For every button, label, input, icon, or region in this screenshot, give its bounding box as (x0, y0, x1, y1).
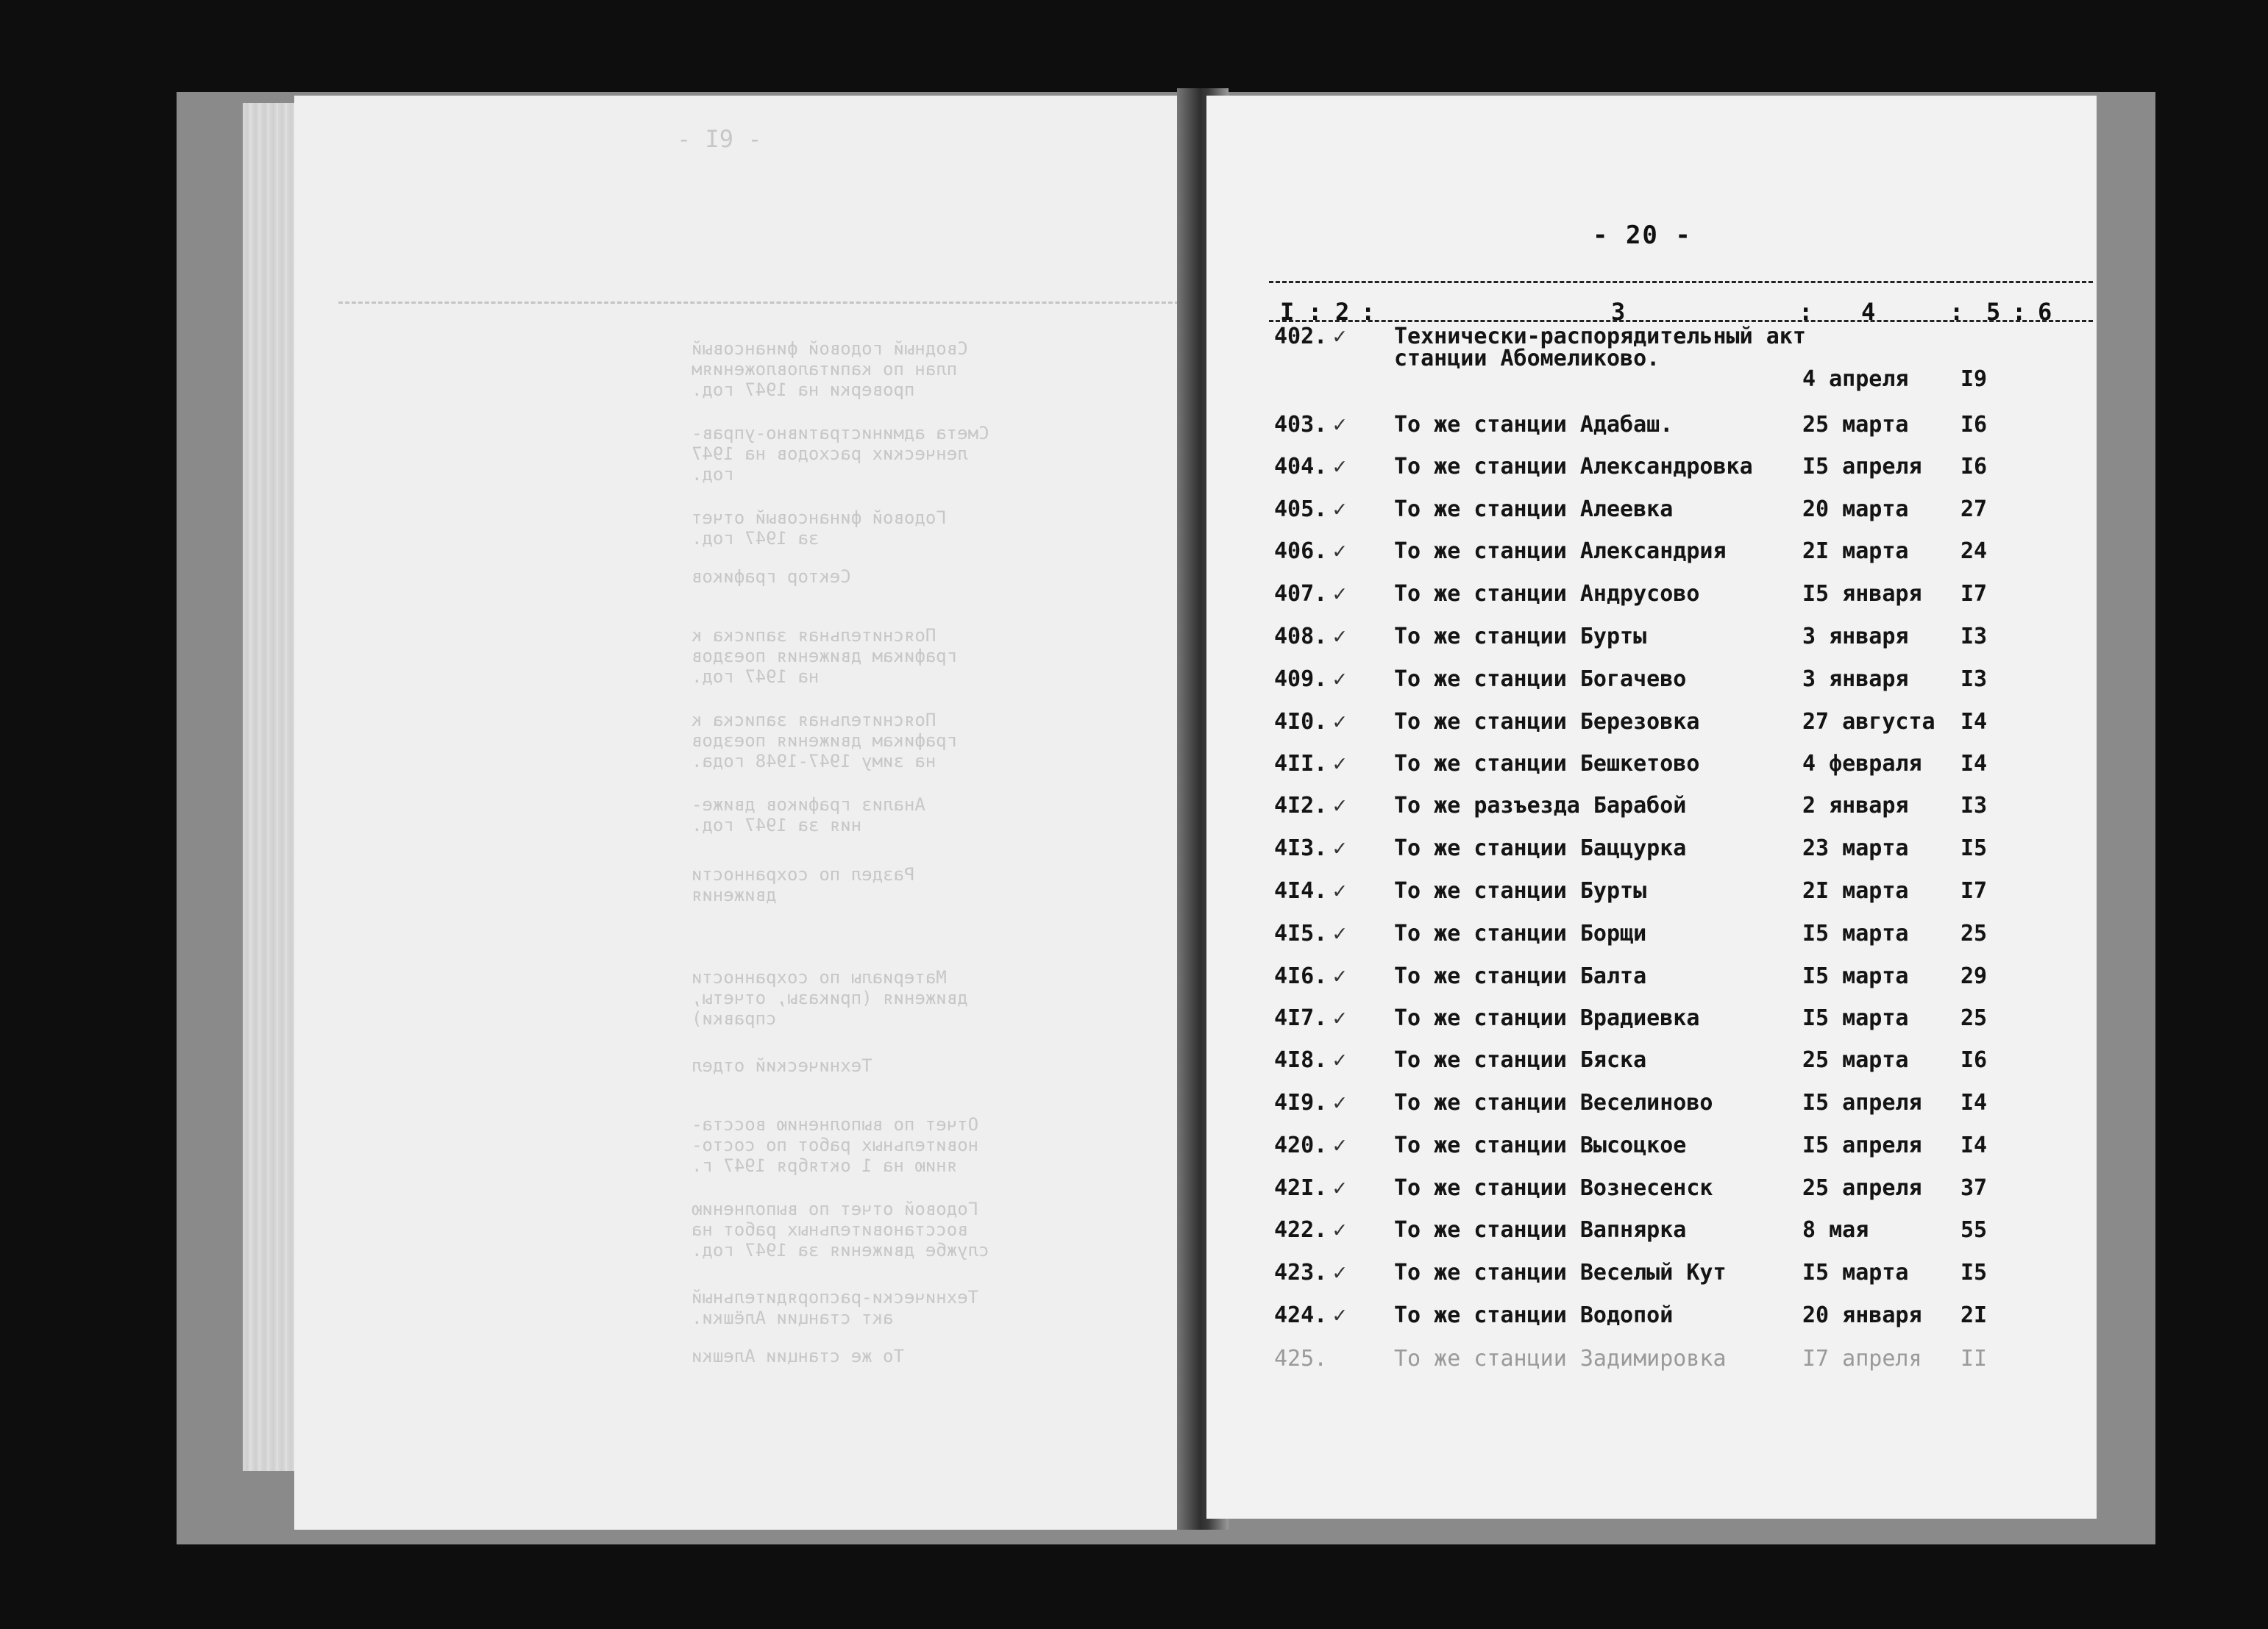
row-number: 425. (1274, 1346, 1328, 1372)
table-row (1206, 496, 2097, 538)
row-number: 403. (1274, 412, 1328, 438)
col-separator: : (1308, 298, 1323, 326)
col-separator: : (1949, 298, 1964, 326)
row-date: 8 мая (1802, 1217, 1869, 1243)
row-title: То же станции Балта (1394, 963, 1647, 989)
row-title: То же станции Андрусово (1394, 581, 1700, 607)
row-title: То же станции Веселиново (1394, 1090, 1713, 1116)
row-title: То же разъезда Барабой (1394, 793, 1687, 819)
checkmark-icon: ✓ (1333, 709, 1347, 735)
checkmark-icon: ✓ (1333, 1090, 1347, 1116)
left-page-line: графикам движения поездов (692, 646, 958, 666)
checkmark-icon: ✓ (1333, 581, 1347, 607)
row-sheet-count: I6 (1960, 412, 1988, 438)
left-page-line: Материалы по сохранности (692, 967, 947, 988)
row-number: 4I7. (1274, 1005, 1328, 1031)
table-row (1206, 624, 2097, 665)
row-date: 4 апреля (1802, 366, 1909, 392)
row-sheet-count: 27 (1960, 496, 1988, 522)
row-date: 20 марта (1802, 496, 1909, 522)
table-row (1206, 581, 2097, 622)
left-page-line: Раздел по сохранности (692, 864, 915, 885)
row-number: 422. (1274, 1217, 1328, 1243)
row-date: 27 августа (1802, 709, 1935, 735)
col-header-4: 4 (1861, 298, 1876, 326)
row-sheet-count: I5 (1960, 1260, 1988, 1286)
left-page-line: движения (приказы, отчеты, (692, 988, 968, 1008)
row-number: 4I5. (1274, 921, 1328, 947)
table-row (1206, 835, 2097, 877)
checkmark-icon: ✓ (1333, 1005, 1347, 1031)
col-header-1: I (1280, 298, 1295, 326)
row-number: 404. (1274, 454, 1328, 480)
left-page-line: янию на 1 октября 1947 г. (692, 1155, 958, 1176)
row-number: 4I9. (1274, 1090, 1328, 1116)
table-row (1206, 1005, 2097, 1047)
row-title: То же станции Александрия (1394, 538, 1727, 564)
checkmark-icon: ✓ (1333, 454, 1347, 480)
col-separator: : (2012, 298, 2027, 326)
left-page-line: новительных работ по состо- (692, 1135, 979, 1155)
row-date: 2I марта (1802, 878, 1909, 904)
left-page (294, 96, 1199, 1530)
left-page-line: ленческих расходов на 1947 (692, 443, 968, 464)
row-sheet-count: 55 (1960, 1217, 1988, 1243)
table-row (1206, 878, 2097, 919)
table-row (1206, 1302, 2097, 1344)
left-page-line: службе движения за 1947 год. (692, 1240, 989, 1261)
row-sheet-count: I5 (1960, 835, 1988, 861)
left-page-rule (338, 302, 1199, 304)
header-rule-top (1269, 281, 2093, 283)
row-number: 4I0. (1274, 709, 1328, 735)
row-number: 407. (1274, 581, 1328, 607)
row-title: То же станции Бурты (1394, 624, 1647, 649)
checkmark-icon: ✓ (1333, 538, 1347, 564)
checkmark-icon: ✓ (1333, 1047, 1347, 1073)
checkmark-icon: ✓ (1333, 1133, 1347, 1158)
row-date: I5 марта (1802, 963, 1909, 989)
row-title: То же станции Адабаш. (1394, 412, 1674, 438)
row-title: То же станции Бешкетово (1394, 751, 1700, 777)
left-page-line: Пояснительная записка к (692, 710, 936, 730)
left-page-line: акт станции Алёшки. (692, 1308, 894, 1328)
table-row (1206, 963, 2097, 1005)
row-title: То же станции Врадиевка (1394, 1005, 1700, 1031)
row-title: То же станции Богачево (1394, 666, 1687, 692)
row-sheet-count: I3 (1960, 624, 1988, 649)
row-number: 423. (1274, 1260, 1328, 1286)
left-page-line: Технический отдел (692, 1055, 872, 1076)
table-row (1206, 921, 2097, 962)
left-page-line: Смета административно-управ- (692, 423, 989, 443)
col-header-3: 3 (1611, 298, 1626, 326)
row-sheet-count: I4 (1960, 1133, 1988, 1158)
row-number: 4I8. (1274, 1047, 1328, 1073)
left-page-line: справки) (692, 1008, 777, 1029)
left-page-line: Технически-распорядительный (692, 1287, 979, 1308)
table-row (1206, 1175, 2097, 1216)
row-date: 20 января (1802, 1302, 1922, 1328)
table-row (1206, 1260, 2097, 1301)
left-page-line: движения (692, 885, 777, 905)
row-title: То же станции Вознесенск (1394, 1175, 1713, 1201)
row-date: 3 января (1802, 624, 1909, 649)
row-title-continued: станции Абомеликово. (1394, 346, 1660, 371)
row-sheet-count: I7 (1960, 581, 1988, 607)
row-number: 4I3. (1274, 835, 1328, 861)
left-page-line: на зиму 1947-1948 года. (692, 751, 936, 771)
table-row (1206, 666, 2097, 707)
left-page-line: Отчет по выполнению восста- (692, 1114, 979, 1135)
row-sheet-count: I4 (1960, 709, 1988, 735)
left-page-line: ния за 1947 год. (692, 815, 862, 835)
row-number: 406. (1274, 538, 1328, 564)
checkmark-icon: ✓ (1333, 412, 1347, 438)
row-title: То же станции Вапнярка (1394, 1217, 1687, 1243)
row-sheet-count: 29 (1960, 963, 1988, 989)
row-date: 2I марта (1802, 538, 1909, 564)
checkmark-icon: ✓ (1333, 793, 1347, 819)
table-row (1206, 1047, 2097, 1088)
checkmark-icon: ✓ (1333, 921, 1347, 947)
row-date: I5 апреля (1802, 454, 1922, 480)
table-row (1206, 1217, 2097, 1258)
left-page-line: год. (692, 464, 734, 485)
table-row (1206, 751, 2097, 792)
row-sheet-count: I4 (1960, 1090, 1988, 1116)
col-separator: : (1799, 298, 1813, 326)
table-row (1206, 1346, 2097, 1387)
row-title: То же станции Бяска (1394, 1047, 1647, 1073)
checkmark-icon: ✓ (1333, 1302, 1347, 1328)
left-page-line: Пояснительная записка к (692, 625, 936, 646)
row-number: 409. (1274, 666, 1328, 692)
left-page-number: - I9 - (677, 125, 762, 153)
checkmark-icon: ✓ (1333, 1260, 1347, 1286)
checkmark-icon: ✓ (1333, 963, 1347, 989)
page-number: - 20 - (1593, 221, 1692, 250)
row-title: То же станции Баццурка (1394, 835, 1687, 861)
row-title: То же станции Веселый Кут (1394, 1260, 1727, 1286)
row-sheet-count: 25 (1960, 921, 1988, 947)
row-date: I5 апреля (1802, 1090, 1922, 1116)
row-title: То же станции Александровка (1394, 454, 1753, 480)
row-date: I5 января (1802, 581, 1922, 607)
row-date: 25 марта (1802, 1047, 1909, 1073)
row-title: То же станции Алеевка (1394, 496, 1674, 522)
row-title: То же станции Бурты (1394, 878, 1647, 904)
left-page-line: Годовой отчет по выполнению (692, 1199, 979, 1219)
checkmark-icon: ✓ (1333, 1175, 1347, 1201)
row-date: 2 января (1802, 793, 1909, 819)
left-page-line: восстановительных работ на (692, 1219, 968, 1240)
row-number: 402. (1274, 324, 1328, 349)
table-row (1206, 1133, 2097, 1174)
row-sheet-count: I7 (1960, 878, 1988, 904)
left-page-line: на 1947 год. (692, 666, 820, 687)
right-page (1206, 96, 2097, 1519)
row-title: Технически-распорядительный акт (1394, 324, 1806, 349)
table-row (1206, 324, 2097, 392)
row-date: I7 апреля (1802, 1346, 1922, 1372)
row-sheet-count: I3 (1960, 666, 1988, 692)
col-header-2: 2 (1335, 298, 1350, 326)
row-number: 4II. (1274, 751, 1328, 777)
left-page-line: То же станции Алешки (692, 1346, 904, 1366)
row-number: 4I4. (1274, 878, 1328, 904)
row-date: I5 апреля (1802, 1133, 1922, 1158)
row-date: 23 марта (1802, 835, 1909, 861)
row-number: 405. (1274, 496, 1328, 522)
row-title: То же станции Борщи (1394, 921, 1647, 947)
row-sheet-count: 2I (1960, 1302, 1988, 1328)
left-page-line: план по капиталовложениям (692, 359, 958, 379)
row-sheet-count: 37 (1960, 1175, 1988, 1201)
row-date: 25 апреля (1802, 1175, 1922, 1201)
row-date: I5 марта (1802, 1260, 1909, 1286)
checkmark-icon: ✓ (1333, 835, 1347, 861)
row-sheet-count: I6 (1960, 454, 1988, 480)
row-number: 408. (1274, 624, 1328, 649)
row-date: I5 марта (1802, 1005, 1909, 1031)
row-date: 3 января (1802, 666, 1909, 692)
table-row (1206, 709, 2097, 750)
row-number: 420. (1274, 1133, 1328, 1158)
row-sheet-count: I6 (1960, 1047, 1988, 1073)
table-row (1206, 793, 2097, 834)
checkmark-icon: ✓ (1333, 666, 1347, 692)
row-number: 4I6. (1274, 963, 1328, 989)
row-sheet-count: I4 (1960, 751, 1988, 777)
row-title: То же станции Высоцкое (1394, 1133, 1687, 1158)
left-page-line: проверки на 1947 год. (692, 379, 915, 400)
row-title: То же станции Водопой (1394, 1302, 1674, 1328)
left-page-line: Анализ графиков движе- (692, 794, 925, 815)
row-sheet-count: I3 (1960, 793, 1988, 819)
row-title: То же станции Задимировка (1394, 1346, 1727, 1372)
left-page-line: Годовой финансовый отчет (692, 507, 947, 528)
table-row (1206, 412, 2097, 453)
row-sheet-count: I9 (1960, 366, 1988, 392)
left-page-line: графикам движения поездов (692, 730, 958, 751)
checkmark-icon: ✓ (1333, 624, 1347, 649)
left-page-line: Сводный годовой финансовый (692, 338, 968, 359)
checkmark-icon: ✓ (1333, 324, 1347, 349)
row-date: 4 февраля (1802, 751, 1922, 777)
row-sheet-count: II (1960, 1346, 1988, 1372)
row-sheet-count: 24 (1960, 538, 1988, 564)
row-date: 25 марта (1802, 412, 1909, 438)
checkmark-icon: ✓ (1333, 1217, 1347, 1243)
col-separator: : (1361, 298, 1376, 326)
row-date: I5 марта (1802, 921, 1909, 947)
row-sheet-count: 25 (1960, 1005, 1988, 1031)
row-title: То же станции Березовка (1394, 709, 1700, 735)
checkmark-icon: ✓ (1333, 878, 1347, 904)
row-number: 42I. (1274, 1175, 1328, 1201)
row-number: 4I2. (1274, 793, 1328, 819)
col-header-5: 5 (1986, 298, 2001, 326)
checkmark-icon: ✓ (1333, 751, 1347, 777)
table-row (1206, 538, 2097, 580)
left-page-line: за 1947 год. (692, 528, 820, 549)
header-rule-bottom (1269, 320, 2093, 322)
col-header-6: 6 (2038, 298, 2052, 326)
table-row (1206, 454, 2097, 495)
checkmark-icon: ✓ (1333, 496, 1347, 522)
left-page-line: Сектор графиков (692, 566, 851, 587)
row-number: 424. (1274, 1302, 1328, 1328)
table-row (1206, 1090, 2097, 1131)
